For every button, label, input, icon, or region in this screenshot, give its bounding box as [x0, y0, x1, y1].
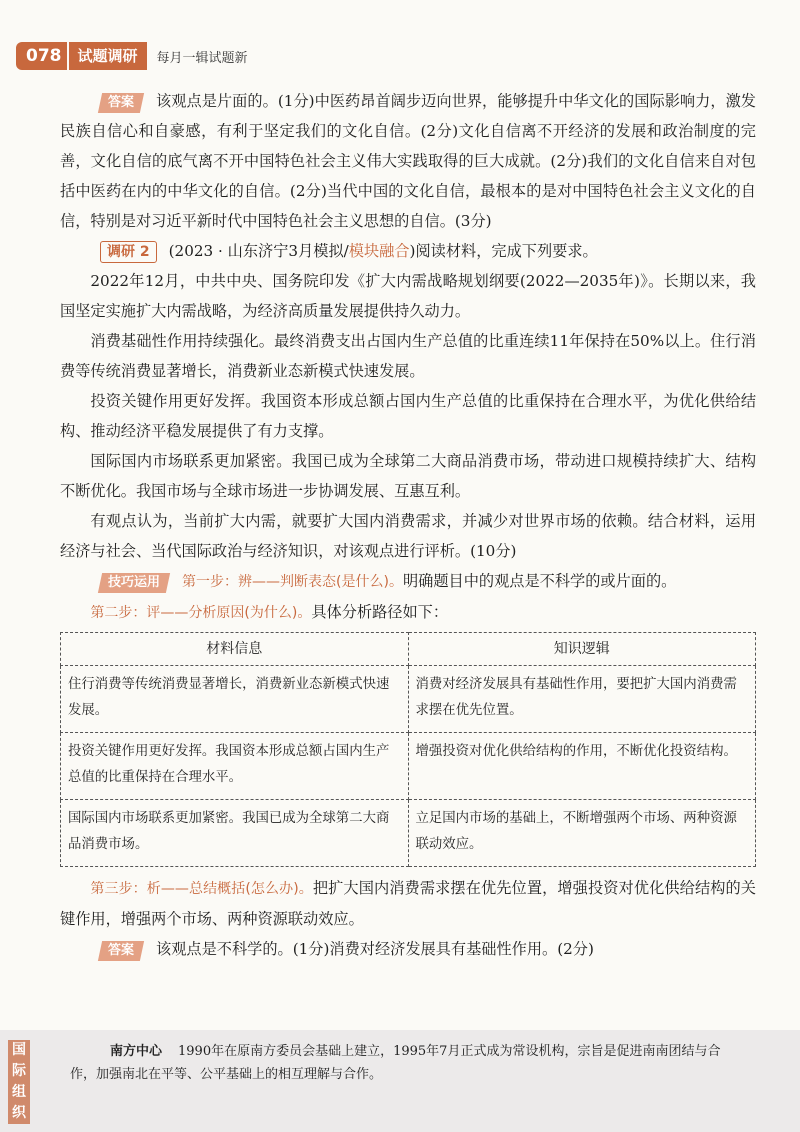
footer-text-block [70, 1040, 730, 1086]
skills-step-2 [60, 597, 756, 628]
footer-title: 南方中心 [110, 1044, 163, 1059]
main-content [60, 86, 756, 964]
answer-text: 该观点是片面的。(1分)中医药昂首阔步迈向世界，能够提升中华文化的国际影响力，激发民族自信心和自豪感，有利于坚定我们的文化自信。(2分)文化自信离不开经济的发展和政治制度的完善，文化自信的底气离不开中国特色社会主义伟大实践取得的巨大成就。(2分)我们的文化自信来自对包括中医药在内的中华文化的自信。(2分)当代中国的文化自信，最根本的是对中国特色社会主义文化的自信，特别是对习近平新时代中国特色社会主义思想的自信。(3分) [60, 92, 756, 230]
skills-tag: 技巧运用 [98, 573, 170, 593]
step3-text: 把扩大国内消费需求摆在优先位置，增强投资对优化供给结构的关键作用，增强两个市场、两种资源联动效应。 [60, 879, 756, 928]
answer-tag: 答案 [98, 93, 144, 113]
table-cell: 增强投资对优化供给结构的作用，不断优化投资结构。 [408, 733, 756, 800]
table-row [61, 666, 756, 733]
research-heading [60, 236, 756, 266]
answer-paragraph-2 [60, 934, 756, 964]
table-cell: 立足国内市场的基础上，不断增强两个市场、两种资源联动效应。 [408, 800, 756, 867]
section-tag: 试题调研 [67, 42, 147, 70]
table-cell: 住行消费等传统消费显著增长，消费新业态新模式快速发展。 [61, 666, 409, 733]
footer-text: 1990年在原南方委员会基础上建立，1995年7月正式成为常设机构，宗旨是促进南南团结与合作，加强南北在平等、公平基础上的相互理解与合作。 [70, 1044, 721, 1082]
skills-step-1 [60, 566, 756, 597]
page-number: 078 [16, 42, 67, 70]
table-header-material: 材料信息 [61, 633, 409, 666]
table-header-logic: 知识逻辑 [408, 633, 756, 666]
table-cell: 消费对经济发展具有基础性作用，要把扩大国内消费需求摆在优先位置。 [408, 666, 756, 733]
analysis-table [60, 632, 756, 867]
table-cell: 国际国内市场联系更加紧密。我国已成为全球第二大商品消费市场。 [61, 800, 409, 867]
material-paragraph: 消费基础性作用持续强化。最终消费支出占国内生产总值的比重连续11年保持在50%以上。住行消费等传统消费显著增长，消费新业态新模式快速发展。 [60, 332, 756, 380]
table-row [61, 800, 756, 867]
answer-paragraph-1 [60, 86, 756, 236]
page-header [16, 38, 248, 74]
answer-tag: 答案 [98, 941, 144, 961]
header-subtitle: 每月一辑试题新 [156, 50, 248, 66]
research-tag: 调研 2 [100, 241, 157, 263]
footer-note [0, 1030, 800, 1132]
step1-label: 第一步：辨——判断表态(是什么)。 [182, 574, 403, 590]
research-source-prefix: (2023 · 山东济宁3月模拟/ [168, 242, 349, 260]
table-cell: 投资关键作用更好发挥。我国资本形成总额占国内生产总值的比重保持在合理水平。 [61, 733, 409, 800]
material-paragraph: 国际国内市场联系更加紧密。我国已成为全球第二大商品消费市场，带动进口规模持续扩大、结构不断优化。我国市场与全球市场进一步协调发展、互惠互利。 [60, 452, 756, 500]
step2-label: 第二步：评——分析原因(为什么)。 [90, 605, 312, 621]
table-row [61, 733, 756, 800]
step1-text: 明确题目中的观点是不科学的或片面的。 [402, 572, 677, 590]
table-header-row [61, 633, 756, 666]
step2-text: 具体分析路径如下： [311, 603, 449, 621]
footer-badge: 国际组织 [8, 1040, 30, 1124]
research-source-module: 模块融合 [348, 242, 410, 260]
question-paragraph: 有观点认为，当前扩大内需，就要扩大国内消费需求，并减少对世界市场的依赖。结合材料，运用经济与社会、当代国际政治与经济知识，对该观点进行评析。(10分) [60, 512, 756, 560]
answer-text: 该观点是不科学的。(1分)消费对经济发展具有基础性作用。(2分) [156, 940, 594, 958]
material-paragraph: 2022年12月，中共中央、国务院印发《扩大内需战略规划纲要(2022—2035年)》。长期以来，我国坚定实施扩大内需战略，为经济高质量发展提供持久动力。 [60, 272, 756, 320]
research-source-suffix: )阅读材料，完成下列要求。 [409, 242, 598, 260]
material-paragraph: 投资关键作用更好发挥。我国资本形成总额占国内生产总值的比重保持在合理水平，为优化供给结构、推动经济平稳发展提供了有力支撑。 [60, 392, 756, 440]
skills-step-3 [60, 873, 756, 934]
step3-label: 第三步：析——总结概括(怎么办)。 [90, 881, 313, 897]
